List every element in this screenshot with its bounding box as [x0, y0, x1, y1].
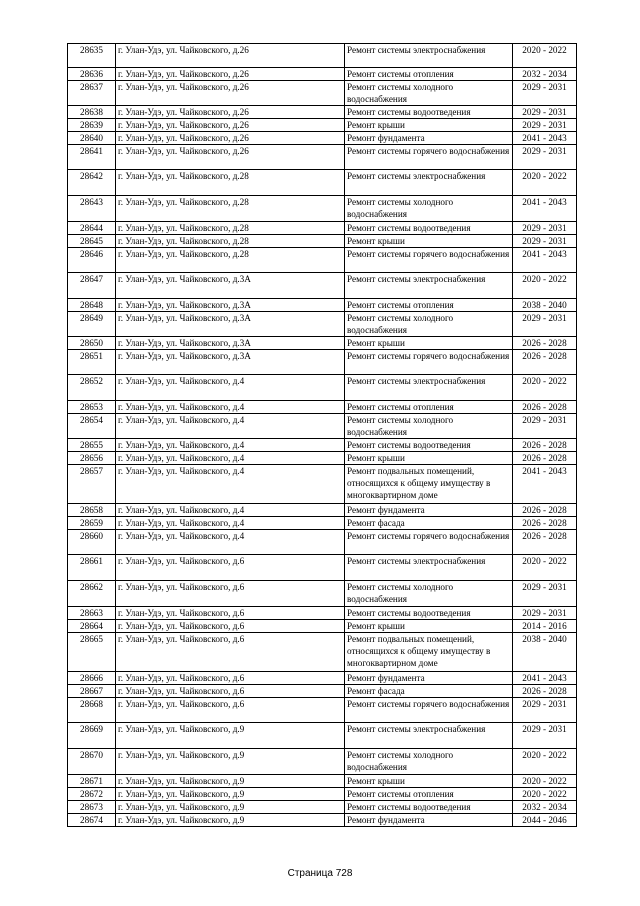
- period-cell: 2038 - 2040: [513, 299, 577, 312]
- table-row: [68, 517, 577, 530]
- address-cell: г. Улан-Удэ, ул. Чайковского, д.4: [116, 517, 345, 530]
- period-cell: 2041 - 2043: [513, 672, 577, 685]
- work-type-cell: Ремонт системы горячего водоснабжения: [345, 248, 513, 273]
- table-row: [68, 555, 577, 581]
- work-type-cell: Ремонт системы водоотведения: [345, 106, 513, 119]
- row-number: 28663: [68, 607, 116, 620]
- table-row: [68, 132, 577, 145]
- period-cell: 2020 - 2022: [513, 170, 577, 196]
- table-row: [68, 452, 577, 465]
- row-number: 28672: [68, 788, 116, 801]
- period-cell: 2029 - 2031: [513, 106, 577, 119]
- table-row: [68, 145, 577, 170]
- table-row: [68, 723, 577, 749]
- period-cell: 2029 - 2031: [513, 235, 577, 248]
- address-cell: г. Улан-Удэ, ул. Чайковского, д.9: [116, 723, 345, 749]
- work-type-cell: Ремонт крыши: [345, 119, 513, 132]
- table-row: [68, 68, 577, 81]
- period-cell: 2029 - 2031: [513, 119, 577, 132]
- table-row: [68, 633, 577, 672]
- row-number: 28635: [68, 44, 116, 68]
- row-number: 28659: [68, 517, 116, 530]
- work-type-cell: Ремонт подвальных помещений, относящихся к общему имуществу в многоквартирном доме: [345, 465, 513, 504]
- work-type-cell: Ремонт системы водоотведения: [345, 801, 513, 814]
- table-row: [68, 299, 577, 312]
- table-row: [68, 170, 577, 196]
- address-cell: г. Улан-Удэ, ул. Чайковского, д.28: [116, 196, 345, 222]
- period-cell: 2020 - 2022: [513, 273, 577, 299]
- row-number: 28637: [68, 81, 116, 106]
- table-body: [68, 44, 577, 827]
- row-number: 28671: [68, 775, 116, 788]
- period-cell: 2026 - 2028: [513, 517, 577, 530]
- period-cell: 2029 - 2031: [513, 607, 577, 620]
- row-number: 28649: [68, 312, 116, 337]
- period-cell: 2020 - 2022: [513, 788, 577, 801]
- table-row: [68, 685, 577, 698]
- table-row: [68, 375, 577, 401]
- table-row: [68, 814, 577, 827]
- period-cell: 2020 - 2022: [513, 749, 577, 775]
- row-number: 28664: [68, 620, 116, 633]
- work-type-cell: Ремонт системы горячего водоснабжения: [345, 530, 513, 555]
- period-cell: 2026 - 2028: [513, 452, 577, 465]
- address-cell: г. Улан-Удэ, ул. Чайковского, д.26: [116, 106, 345, 119]
- period-cell: 2041 - 2043: [513, 248, 577, 273]
- table-row: [68, 698, 577, 723]
- table-row: [68, 350, 577, 375]
- row-number: 28653: [68, 401, 116, 414]
- address-cell: г. Улан-Удэ, ул. Чайковского, д.9: [116, 749, 345, 775]
- row-number: 28641: [68, 145, 116, 170]
- work-type-cell: Ремонт фундамента: [345, 814, 513, 827]
- row-number: 28670: [68, 749, 116, 775]
- row-number: 28668: [68, 698, 116, 723]
- row-number: 28655: [68, 439, 116, 452]
- work-type-cell: Ремонт системы холодного водоснабжения: [345, 312, 513, 337]
- work-type-cell: Ремонт крыши: [345, 620, 513, 633]
- address-cell: г. Улан-Удэ, ул. Чайковского, д.4: [116, 452, 345, 465]
- row-number: 28650: [68, 337, 116, 350]
- table-row: [68, 106, 577, 119]
- address-cell: г. Улан-Удэ, ул. Чайковского, д.26: [116, 81, 345, 106]
- period-cell: 2020 - 2022: [513, 555, 577, 581]
- row-number: 28644: [68, 222, 116, 235]
- period-cell: 2026 - 2028: [513, 401, 577, 414]
- address-cell: г. Улан-Удэ, ул. Чайковского, д.9: [116, 775, 345, 788]
- row-number: 28660: [68, 530, 116, 555]
- period-cell: 2026 - 2028: [513, 504, 577, 517]
- table-row: [68, 439, 577, 452]
- row-number: 28666: [68, 672, 116, 685]
- period-cell: 2029 - 2031: [513, 312, 577, 337]
- address-cell: г. Улан-Удэ, ул. Чайковского, д.6: [116, 633, 345, 672]
- table-row: [68, 273, 577, 299]
- period-cell: 2041 - 2043: [513, 196, 577, 222]
- table-row: [68, 581, 577, 607]
- row-number: 28665: [68, 633, 116, 672]
- table-row: [68, 530, 577, 555]
- work-type-cell: Ремонт фундамента: [345, 504, 513, 517]
- work-type-cell: Ремонт системы электроснабжения: [345, 375, 513, 401]
- address-cell: г. Улан-Удэ, ул. Чайковского, д.26: [116, 68, 345, 81]
- row-number: 28640: [68, 132, 116, 145]
- period-cell: 2029 - 2031: [513, 698, 577, 723]
- period-cell: 2026 - 2028: [513, 439, 577, 452]
- row-number: 28638: [68, 106, 116, 119]
- table-row: [68, 401, 577, 414]
- work-type-cell: Ремонт системы горячего водоснабжения: [345, 145, 513, 170]
- table-row: [68, 672, 577, 685]
- table-row: [68, 788, 577, 801]
- table-row: [68, 196, 577, 222]
- table-row: [68, 222, 577, 235]
- table-row: [68, 775, 577, 788]
- work-type-cell: Ремонт системы водоотведения: [345, 607, 513, 620]
- table-row: [68, 44, 577, 68]
- address-cell: г. Улан-Удэ, ул. Чайковского, д.28: [116, 170, 345, 196]
- period-cell: 2029 - 2031: [513, 81, 577, 106]
- capital-repair-table: [67, 43, 577, 827]
- address-cell: г. Улан-Удэ, ул. Чайковского, д.4: [116, 439, 345, 452]
- address-cell: г. Улан-Удэ, ул. Чайковского, д.28: [116, 248, 345, 273]
- table-row: [68, 620, 577, 633]
- address-cell: г. Улан-Удэ, ул. Чайковского, д.4: [116, 465, 345, 504]
- row-number: 28658: [68, 504, 116, 517]
- table-row: [68, 337, 577, 350]
- row-number: 28646: [68, 248, 116, 273]
- address-cell: г. Улан-Удэ, ул. Чайковского, д.6: [116, 607, 345, 620]
- row-number: 28645: [68, 235, 116, 248]
- row-number: 28656: [68, 452, 116, 465]
- work-type-cell: Ремонт фундамента: [345, 672, 513, 685]
- work-type-cell: Ремонт системы холодного водоснабжения: [345, 581, 513, 607]
- period-cell: 2044 - 2046: [513, 814, 577, 827]
- table-row: [68, 504, 577, 517]
- address-cell: г. Улан-Удэ, ул. Чайковского, д.3А: [116, 299, 345, 312]
- work-type-cell: Ремонт фасада: [345, 685, 513, 698]
- period-cell: 2026 - 2028: [513, 337, 577, 350]
- period-cell: 2020 - 2022: [513, 375, 577, 401]
- row-number: 28667: [68, 685, 116, 698]
- row-number: 28636: [68, 68, 116, 81]
- row-number: 28673: [68, 801, 116, 814]
- address-cell: г. Улан-Удэ, ул. Чайковского, д.28: [116, 222, 345, 235]
- table-row: [68, 465, 577, 504]
- table-row: [68, 801, 577, 814]
- row-number: 28639: [68, 119, 116, 132]
- work-type-cell: Ремонт системы водоотведения: [345, 439, 513, 452]
- period-cell: 2020 - 2022: [513, 44, 577, 68]
- row-number: 28669: [68, 723, 116, 749]
- work-type-cell: Ремонт системы холодного водоснабжения: [345, 414, 513, 439]
- work-type-cell: Ремонт системы отопления: [345, 68, 513, 81]
- period-cell: 2032 - 2034: [513, 68, 577, 81]
- address-cell: г. Улан-Удэ, ул. Чайковского, д.6: [116, 581, 345, 607]
- table-row: [68, 248, 577, 273]
- period-cell: 2026 - 2028: [513, 350, 577, 375]
- row-number: 28642: [68, 170, 116, 196]
- work-type-cell: Ремонт системы горячего водоснабжения: [345, 698, 513, 723]
- address-cell: г. Улан-Удэ, ул. Чайковского, д.4: [116, 504, 345, 517]
- period-cell: 2032 - 2034: [513, 801, 577, 814]
- page-number: Страница 728: [287, 868, 353, 879]
- work-type-cell: Ремонт системы холодного водоснабжения: [345, 196, 513, 222]
- address-cell: г. Улан-Удэ, ул. Чайковского, д.9: [116, 788, 345, 801]
- work-type-cell: Ремонт крыши: [345, 337, 513, 350]
- address-cell: г. Улан-Удэ, ул. Чайковского, д.26: [116, 132, 345, 145]
- work-type-cell: Ремонт подвальных помещений, относящихся к общему имуществу в многоквартирном доме: [345, 633, 513, 672]
- work-type-cell: Ремонт фундамента: [345, 132, 513, 145]
- row-number: 28662: [68, 581, 116, 607]
- address-cell: г. Улан-Удэ, ул. Чайковского, д.4: [116, 414, 345, 439]
- work-type-cell: Ремонт системы электроснабжения: [345, 555, 513, 581]
- address-cell: г. Улан-Удэ, ул. Чайковского, д.6: [116, 672, 345, 685]
- period-cell: 2029 - 2031: [513, 723, 577, 749]
- table-row: [68, 749, 577, 775]
- table-row: [68, 414, 577, 439]
- period-cell: 2026 - 2028: [513, 530, 577, 555]
- row-number: 28652: [68, 375, 116, 401]
- row-number: 28674: [68, 814, 116, 827]
- work-type-cell: Ремонт крыши: [345, 775, 513, 788]
- work-type-cell: Ремонт крыши: [345, 452, 513, 465]
- row-number: 28647: [68, 273, 116, 299]
- work-type-cell: Ремонт системы водоотведения: [345, 222, 513, 235]
- address-cell: г. Улан-Удэ, ул. Чайковского, д.3А: [116, 273, 345, 299]
- period-cell: 2014 - 2016: [513, 620, 577, 633]
- period-cell: 2041 - 2043: [513, 465, 577, 504]
- table-row: [68, 235, 577, 248]
- work-type-cell: Ремонт системы электроснабжения: [345, 273, 513, 299]
- address-cell: г. Улан-Удэ, ул. Чайковского, д.6: [116, 685, 345, 698]
- work-type-cell: Ремонт системы отопления: [345, 401, 513, 414]
- work-type-cell: Ремонт системы отопления: [345, 788, 513, 801]
- work-type-cell: Ремонт системы холодного водоснабжения: [345, 749, 513, 775]
- work-type-cell: Ремонт системы горячего водоснабжения: [345, 350, 513, 375]
- period-cell: 2029 - 2031: [513, 581, 577, 607]
- period-cell: 2041 - 2043: [513, 132, 577, 145]
- period-cell: 2020 - 2022: [513, 775, 577, 788]
- address-cell: г. Улан-Удэ, ул. Чайковского, д.26: [116, 145, 345, 170]
- address-cell: г. Улан-Удэ, ул. Чайковского, д.28: [116, 235, 345, 248]
- address-cell: г. Улан-Удэ, ул. Чайковского, д.3А: [116, 337, 345, 350]
- address-cell: г. Улан-Удэ, ул. Чайковского, д.4: [116, 530, 345, 555]
- address-cell: г. Улан-Удэ, ул. Чайковского, д.6: [116, 620, 345, 633]
- work-type-cell: Ремонт системы электроснабжения: [345, 170, 513, 196]
- row-number: 28643: [68, 196, 116, 222]
- work-type-cell: Ремонт фасада: [345, 517, 513, 530]
- address-cell: г. Улан-Удэ, ул. Чайковского, д.4: [116, 375, 345, 401]
- row-number: 28661: [68, 555, 116, 581]
- table-row: [68, 607, 577, 620]
- address-cell: г. Улан-Удэ, ул. Чайковского, д.26: [116, 119, 345, 132]
- row-number: 28651: [68, 350, 116, 375]
- work-type-cell: Ремонт системы отопления: [345, 299, 513, 312]
- period-cell: 2026 - 2028: [513, 685, 577, 698]
- period-cell: 2038 - 2040: [513, 633, 577, 672]
- table-row: [68, 119, 577, 132]
- address-cell: г. Улан-Удэ, ул. Чайковского, д.3А: [116, 312, 345, 337]
- address-cell: г. Улан-Удэ, ул. Чайковского, д.6: [116, 555, 345, 581]
- table-row: [68, 312, 577, 337]
- address-cell: г. Улан-Удэ, ул. Чайковского, д.6: [116, 698, 345, 723]
- work-type-cell: Ремонт системы электроснабжения: [345, 723, 513, 749]
- period-cell: 2029 - 2031: [513, 145, 577, 170]
- row-number: 28654: [68, 414, 116, 439]
- period-cell: 2029 - 2031: [513, 222, 577, 235]
- address-cell: г. Улан-Удэ, ул. Чайковского, д.26: [116, 44, 345, 68]
- row-number: 28657: [68, 465, 116, 504]
- work-type-cell: Ремонт системы холодного водоснабжения: [345, 81, 513, 106]
- address-cell: г. Улан-Удэ, ул. Чайковского, д.3А: [116, 350, 345, 375]
- row-number: 28648: [68, 299, 116, 312]
- address-cell: г. Улан-Удэ, ул. Чайковского, д.9: [116, 801, 345, 814]
- address-cell: г. Улан-Удэ, ул. Чайковского, д.4: [116, 401, 345, 414]
- work-type-cell: Ремонт системы электроснабжения: [345, 44, 513, 68]
- address-cell: г. Улан-Удэ, ул. Чайковского, д.9: [116, 814, 345, 827]
- work-type-cell: Ремонт крыши: [345, 235, 513, 248]
- period-cell: 2029 - 2031: [513, 414, 577, 439]
- table-row: [68, 81, 577, 106]
